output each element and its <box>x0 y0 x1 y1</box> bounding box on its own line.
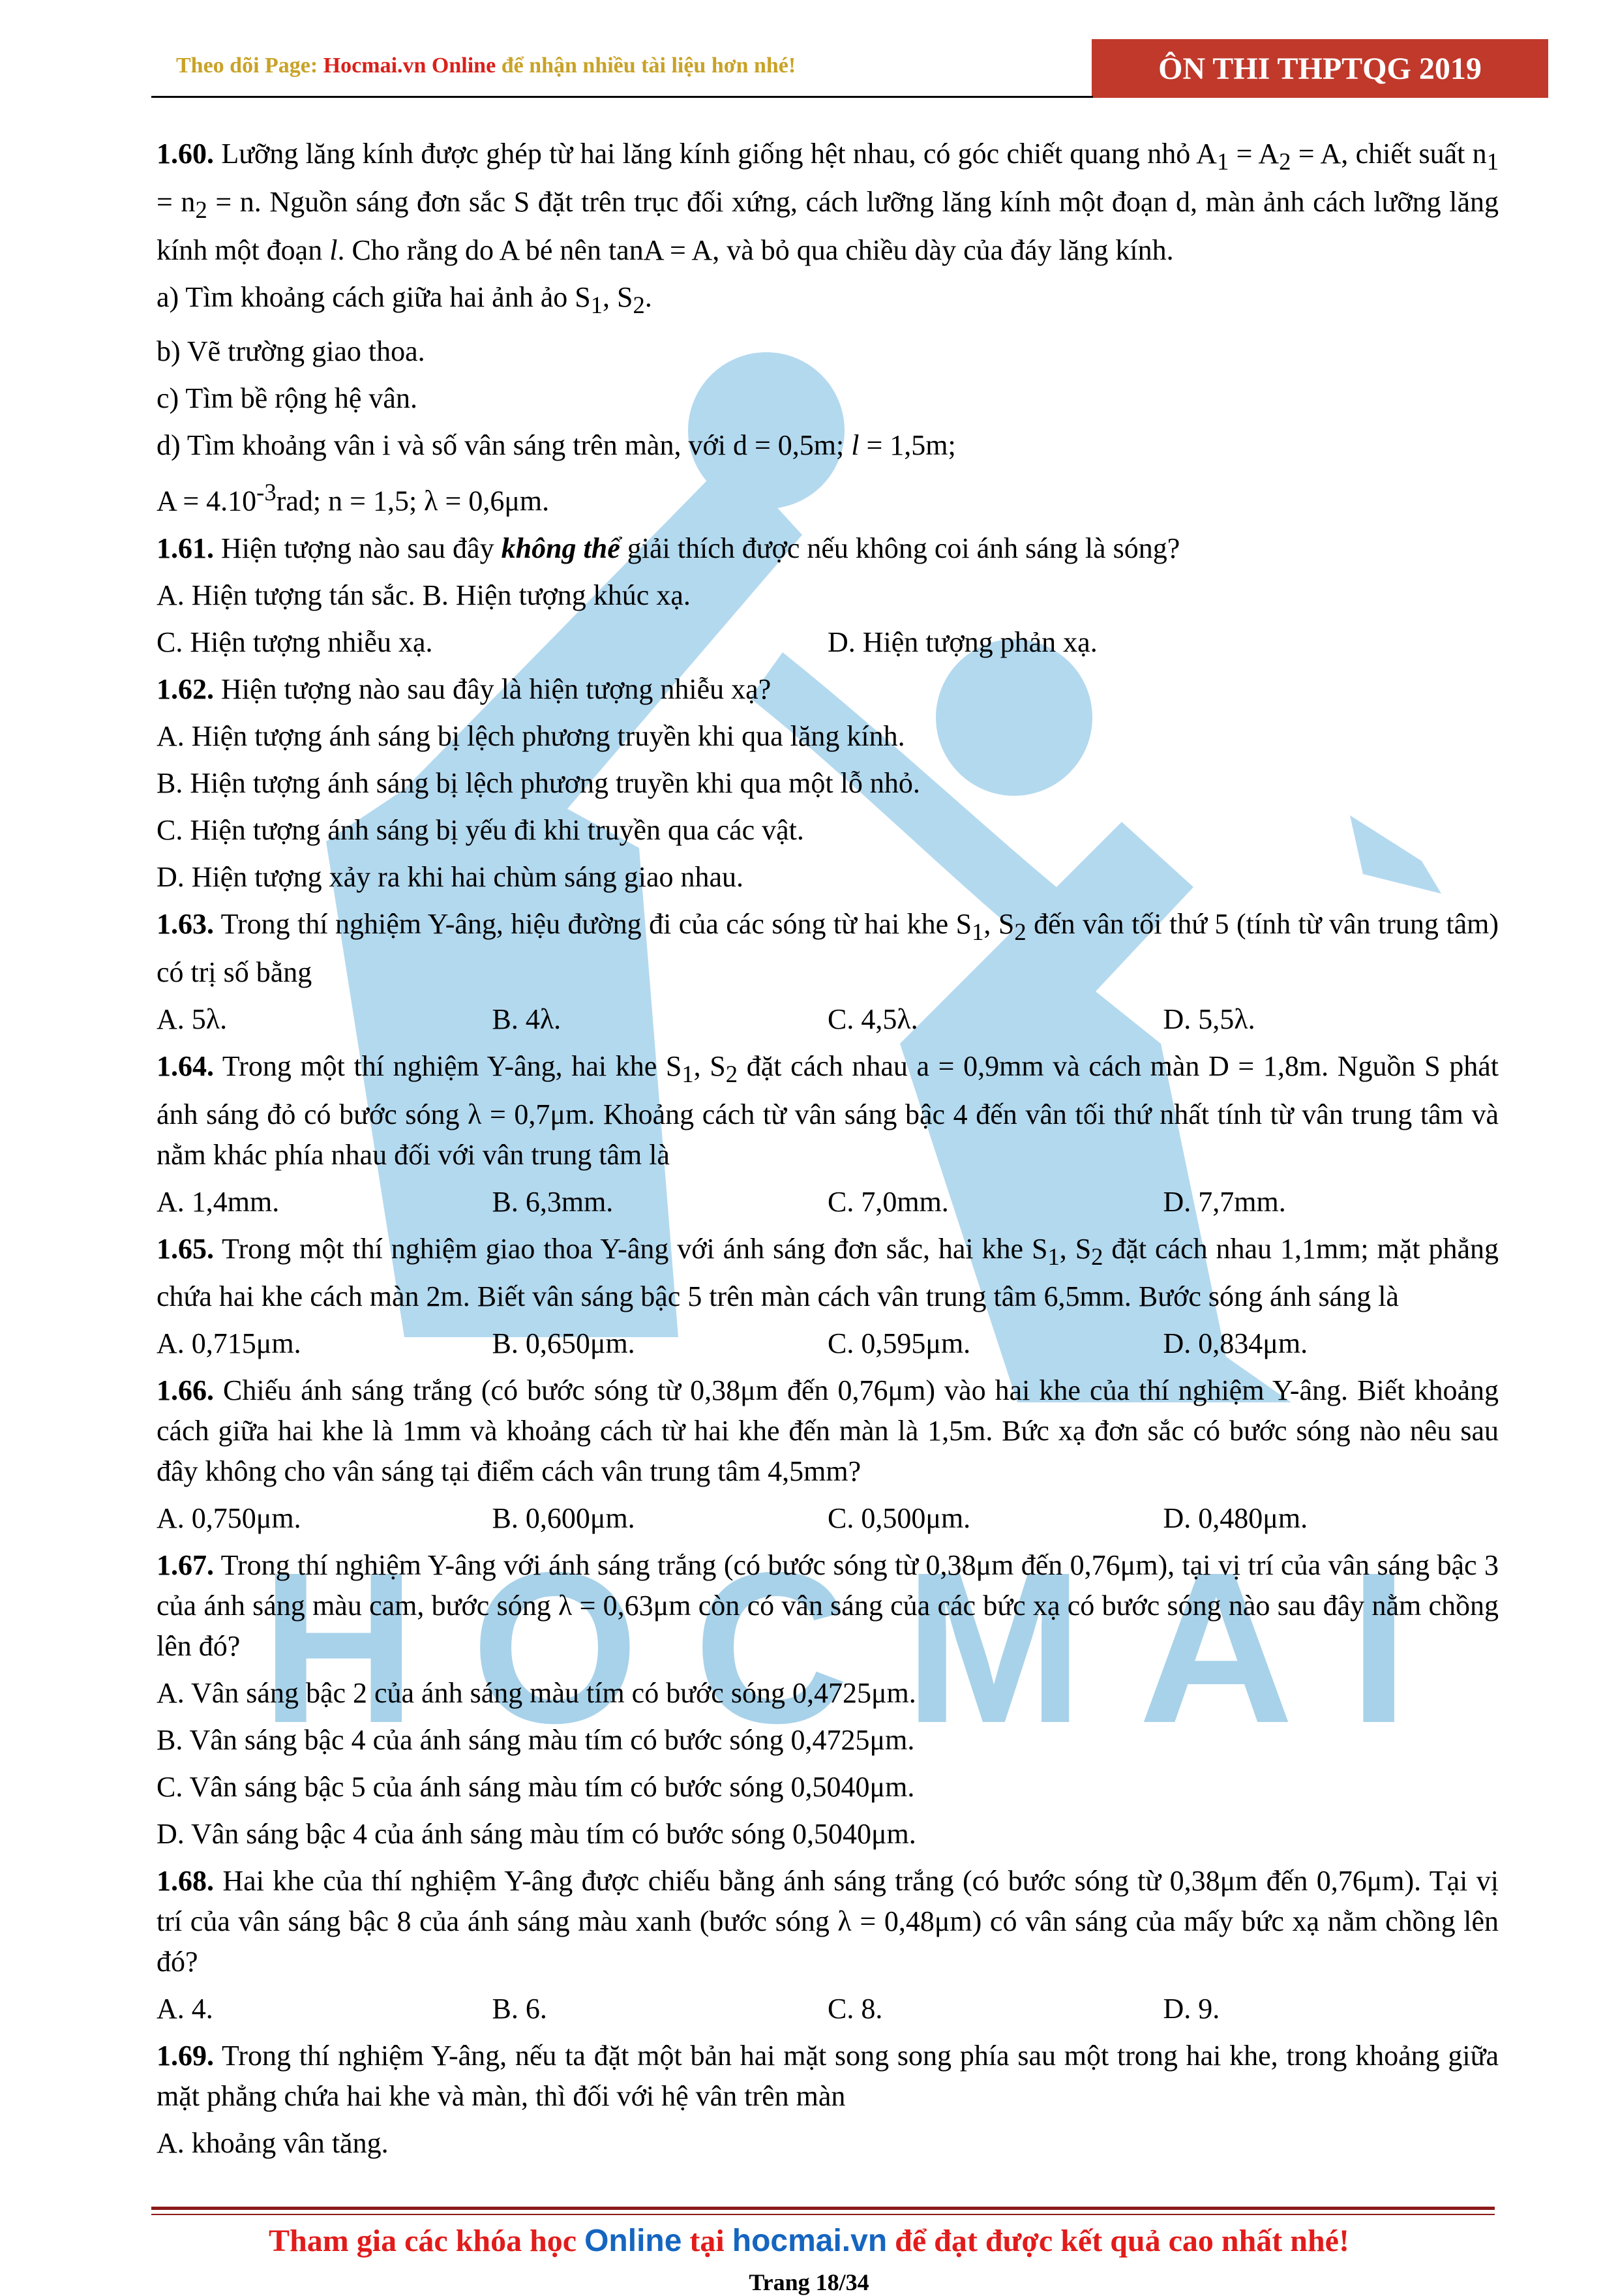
option-c: C. Hiện tượng nhiễu xạ. <box>157 626 433 659</box>
header-follow-text: Theo dõi Page: Hocmai.vn Online để nhận nhiều tài liệu hơn nhé! <box>176 53 796 78</box>
header-rule <box>151 96 1093 98</box>
question-1-65: 1.65. Trong một thí nghiệm giao thoa Y-âng với ánh sáng đơn sắc, hai khe $S_1$, $S_2$ đặt cách nhau 1,1mm; mặt phẳng chứa hai khe cách màn 2m. Biết vân sáng bậc 5 trên màn cách vân trung tâm 6,5mm. Bước sóng ánh sáng là <box>157 1232 1499 1313</box>
question-1-69: 1.69. Trong thí nghiệm Y-âng, nếu ta đặt một bản hai mặt song song phía sau một trong hai khe, trong khoảng giữa mặt phẳng chứa hai khe và màn, thì đối với hệ vân trên màn <box>157 2040 1499 2113</box>
option-b: B. 6,3mm. <box>492 1185 614 1218</box>
option-d: D. 5,5λ. <box>1163 1003 1255 1035</box>
question-1-61-options-cd <box>157 622 1499 663</box>
option-d: D. 7,7mm. <box>1163 1185 1286 1218</box>
question-1-63: 1.63. Trong thí nghiệm Y-âng, hiệu đường đi của các sóng từ hai khe $S_1$, $S_2$ đến vân tối thứ 5 (tính từ vân trung tâm) có trị số bằng <box>157 908 1499 988</box>
question-1-61-options-ab: A. Hiện tượng tán sắc. B. Hiện tượng khúc xạ. <box>157 579 691 612</box>
footer-online: Online <box>584 2224 682 2258</box>
question-1-60-part-c: c) Tìm bề rộng hệ vân. <box>157 382 417 415</box>
footer-site-link[interactable]: hocmai.vn <box>732 2224 888 2258</box>
option-c: C. 8. <box>828 1993 883 2025</box>
question-1-68-options <box>157 1989 1499 2029</box>
question-1-63-options <box>157 999 1499 1040</box>
question-1-68: 1.68. Hai khe của thí nghiệm Y-âng được chiếu bằng ánh sáng trắng (có bước sóng từ 0,38μm đến 0,76μm). Tại vị trí của vân sáng bậc 8 của ánh sáng màu xanh (bước sóng λ = 0,48μm) có vân sáng của mấy bức xạ nằm chồng lên đó? <box>157 1865 1499 1978</box>
question-1-61: 1.61. Hiện tượng nào sau đây không thể giải thích được nếu không coi ánh sáng là sóng? <box>157 532 1180 565</box>
option-a: A. 5λ. <box>157 1003 228 1035</box>
option-c: C. 0,595μm. <box>828 1327 971 1360</box>
question-1-60-params: $A = 4.10^{-3}rad$; n = 1,5; λ = 0,6μm. <box>157 479 550 518</box>
question-1-62-option-b: B. Hiện tượng ánh sáng bị lệch phương truyền khi qua một lỗ nhỏ. <box>157 767 920 800</box>
option-a: A. 0,715μm. <box>157 1327 301 1360</box>
footer-rule-thin <box>151 2214 1495 2215</box>
footer-rule-thick <box>151 2207 1495 2210</box>
svg-text:HOCMAI: HOCMAI <box>261 1527 1409 1768</box>
header-exam-badge: ÔN THI THPTQG 2019 <box>1092 39 1548 98</box>
option-a: A. 1,4mm. <box>157 1185 280 1218</box>
question-1-67: 1.67. Trong thí nghiệm Y-âng với ánh sáng trắng (có bước sóng từ 0,38μm đến 0,76μm), tại vị trí của vân sáng bậc 3 của ánh sáng màu cam, bước sóng λ = 0,63μm còn có vân sáng của các bức xạ có bước sóng nào sau đây nằm chồng lên đó? <box>157 1549 1499 1663</box>
question-1-62: 1.62. Hiện tượng nào sau đây là hiện tượng nhiễu xạ? <box>157 673 772 706</box>
question-1-67-option-b: B. Vân sáng bậc 4 của ánh sáng màu tím có bước sóng 0,4725μm. <box>157 1724 915 1757</box>
option-b: B. 6. <box>492 1993 547 2025</box>
question-1-62-option-d: D. Hiện tượng xảy ra khi hai chùm sáng giao nhau. <box>157 861 744 894</box>
question-1-67-option-a: A. Vân sáng bậc 2 của ánh sáng màu tím có bước sóng 0,4725μm. <box>157 1677 916 1710</box>
option-a: A. 0,750μm. <box>157 1502 301 1535</box>
header-brand: Hocmai.vn Online <box>323 53 496 78</box>
question-1-60-part-b: b) Vẽ trường giao thoa. <box>157 335 425 368</box>
question-1-67-option-d: D. Vân sáng bậc 4 của ánh sáng màu tím có bước sóng 0,5040μm. <box>157 1818 916 1850</box>
document-body <box>157 134 1499 2170</box>
option-a: A. 4. <box>157 1993 213 2025</box>
option-b: B. 4λ. <box>492 1003 562 1035</box>
question-1-66-options <box>157 1498 1499 1539</box>
option-c: C. 0,500μm. <box>828 1502 971 1535</box>
question-1-66: 1.66. Chiếu ánh sáng trắng (có bước sóng từ 0,38μm đến 0,76μm) vào hai khe của thí nghiệm Y-âng. Biết khoảng cách giữa hai khe là 1mm và khoảng cách từ hai khe đến màn là 1,5m. Bức xạ đơn sắc có bước sóng nào nêu sau đây không cho vân sáng tại điểm cách vân trung tâm 4,5mm? <box>157 1374 1499 1488</box>
question-1-65-options <box>157 1323 1499 1364</box>
page-number: Trang 18/34 <box>749 2269 869 2295</box>
question-1-60-part-d: d) Tìm khoảng vân i và số vân sáng trên màn, với d = 0,5m; l = 1,5m; <box>157 429 956 462</box>
option-d: D. 0,480μm. <box>1163 1502 1308 1535</box>
question-1-64-options <box>157 1182 1499 1222</box>
question-1-60: 1.60. Lưỡng lăng kính được ghép từ hai lăng kính giống hệt nhau, có góc chiết quang nhỏ $A_1 = A_2 = A$, chiết suất $n_1 = n_2 = n$. Nguồn sáng đơn sắc S đặt trên trục đối xứng, cách lưỡng lăng kính một đoạn d, màn ảnh cách lưỡng lăng kính một đoạn l. Cho rằng do A bé nên tanA = A, và bỏ qua chiều dày của đáy lăng kính. <box>157 138 1499 266</box>
question-1-64: 1.64. Trong một thí nghiệm Y-âng, hai khe $S_1$, $S_2$ đặt cách nhau a = 0,9mm và cách màn D = 1,8m. Nguồn S phát ánh sáng đỏ có bước sóng λ = 0,7μm. Khoảng cách từ vân sáng bậc 4 đến vân tối thứ nhất tính từ vân trung tâm và nằm khác phía nhau đối với vân trung tâm là <box>157 1050 1499 1171</box>
question-1-67-option-c: C. Vân sáng bậc 5 của ánh sáng màu tím có bước sóng 0,5040μm. <box>157 1771 915 1804</box>
option-c: C. 7,0mm. <box>828 1185 949 1218</box>
footer-promo: Tham gia các khóa học Online tại hocmai.vn để đạt được kết quả cao nhất nhé! <box>269 2224 1349 2258</box>
question-1-62-option-a: A. Hiện tượng ánh sáng bị lệch phương truyền khi qua lăng kính. <box>157 720 905 753</box>
option-d: D. 0,834μm. <box>1163 1327 1308 1360</box>
option-b: B. 0,650μm. <box>492 1327 635 1360</box>
question-1-62-option-c: C. Hiện tượng ánh sáng bị yếu đi khi truyền qua các vật. <box>157 814 804 847</box>
question-1-60-part-a: a) Tìm khoảng cách giữa hai ảnh ảo $S_1$, $S_2$. <box>157 280 652 318</box>
option-c: C. 4,5λ. <box>828 1003 918 1035</box>
option-d: D. Hiện tượng phản xạ. <box>828 626 1098 659</box>
question-1-69-option-a: A. khoảng vân tăng. <box>157 2127 389 2160</box>
option-d: D. 9. <box>1163 1993 1220 2025</box>
option-b: B. 0,600μm. <box>492 1502 635 1535</box>
